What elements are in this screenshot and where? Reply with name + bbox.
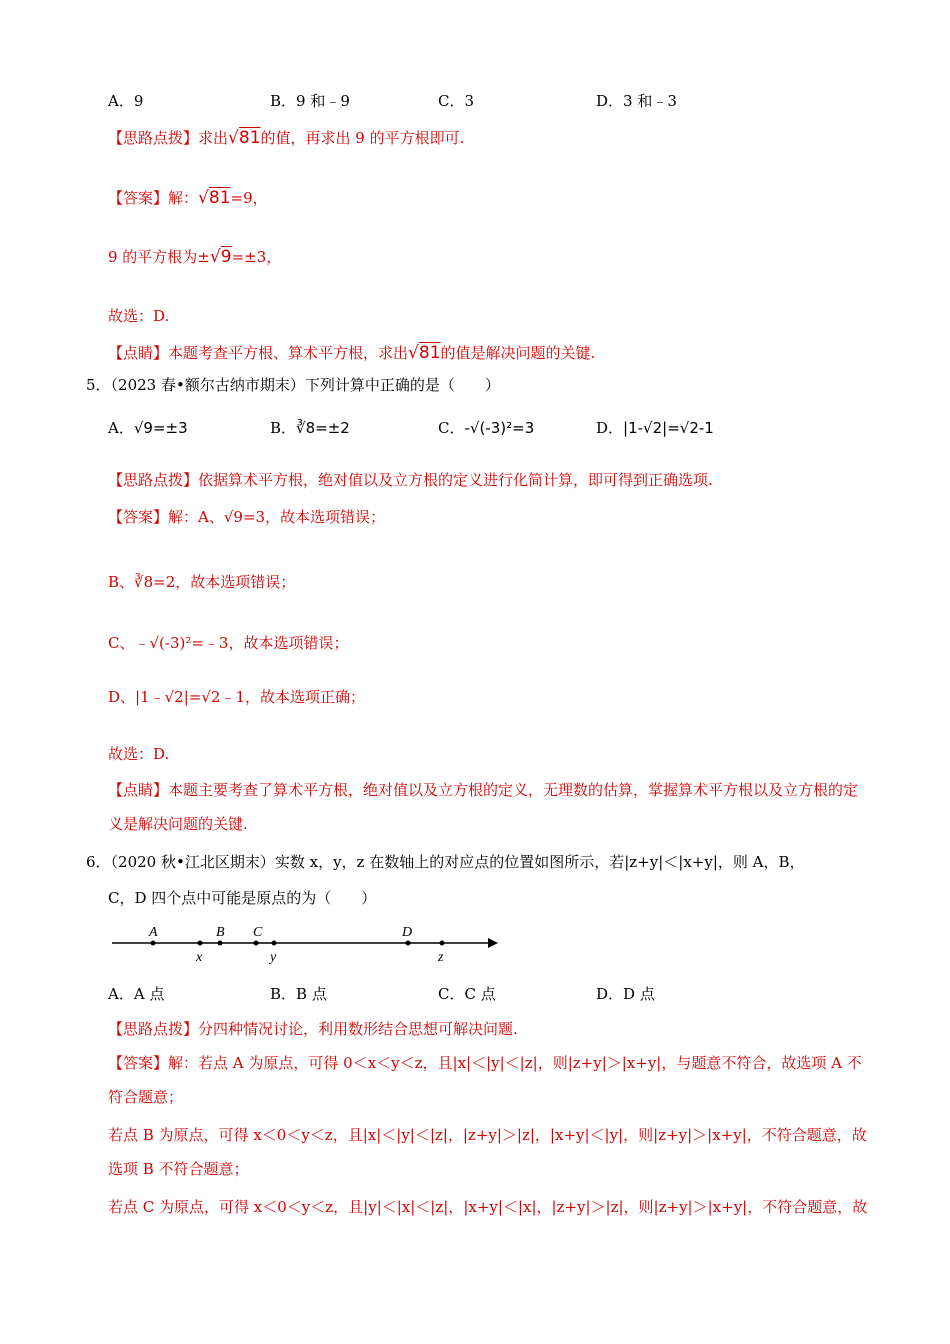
q6-option-c: C．C 点 bbox=[438, 985, 496, 1003]
point-tag: 【点睛】 bbox=[108, 781, 169, 799]
q6-option-b: B．B 点 bbox=[270, 985, 327, 1003]
q6-option-d: D．D 点 bbox=[596, 985, 655, 1003]
number-line bbox=[108, 918, 508, 968]
label-z: z bbox=[438, 950, 444, 965]
q5-answer-a: 【答案】解：A、√9=3，故本选项错误； bbox=[108, 508, 386, 526]
q5-answer-c: C、﹣√(-3)²=﹣3，故本选项错误； bbox=[108, 634, 349, 652]
hint-tag: 【思路点拨】 bbox=[108, 129, 199, 147]
label-a: A bbox=[149, 925, 158, 940]
point-tag: 【点睛】 bbox=[108, 344, 169, 362]
q4-point: 【点睛】本题考查平方根、算术平方根，求出√81的值是解决问题的关键. bbox=[108, 343, 596, 363]
label-x: x bbox=[196, 950, 203, 965]
q4-answer-line1: 【答案】解：√81=9， bbox=[108, 188, 268, 208]
answer-tag: 【答案】 bbox=[108, 189, 169, 207]
label-c: C bbox=[253, 925, 263, 940]
axis-arrow-icon bbox=[488, 938, 498, 948]
q5-option-b: B．∛8=±2 bbox=[270, 419, 350, 437]
q4-choice: 故选：D. bbox=[108, 307, 170, 325]
q5-options bbox=[108, 417, 868, 439]
q5-hint: 【思路点拨】依据算术平方根，绝对值以及立方根的定义进行化简计算，即可得到正确选项. bbox=[108, 471, 713, 489]
q5-stem: 5．（2023 春•额尔古纳市期末）下列计算中正确的是（ ） bbox=[86, 376, 500, 394]
q6-stem-line1: 6．（2020 秋•江北区期末）实数 x，y，z 在数轴上的对应点的位置如图所示，若|z+y|＜|x+y|，则 A，B， bbox=[86, 853, 805, 871]
point-d-dot bbox=[406, 941, 411, 946]
q5-option-a: A．√9=±3 bbox=[108, 419, 188, 437]
q6-stem-line2: C，D 四个点中可能是原点的为（ ） bbox=[108, 889, 377, 907]
point-c-dot bbox=[254, 941, 259, 946]
label-b: B bbox=[216, 925, 225, 940]
point-x-dot bbox=[198, 941, 203, 946]
point-z-dot bbox=[440, 941, 445, 946]
answer-tag: 【答案】 bbox=[108, 1054, 169, 1072]
q6-options bbox=[108, 983, 868, 1005]
q6-option-a: A．A 点 bbox=[108, 985, 165, 1003]
point-b-dot bbox=[218, 941, 223, 946]
q4-option-b: B．9 和﹣9 bbox=[270, 92, 350, 110]
hint-tag: 【思路点拨】 bbox=[108, 471, 199, 489]
q5-choice: 故选：D. bbox=[108, 745, 170, 763]
q6-answer-p2: 若点 B 为原点，可得 x＜0＜y＜z，且|x|＜|y|＜|z|，|z+y|＞|z|，|x+y|＜|y|，则|z+y|＞|x+y|，不符合题意，故选项 B 不符合题意； bbox=[108, 1126, 867, 1178]
answer-tag: 【答案】 bbox=[108, 508, 169, 526]
hint-tag: 【思路点拨】 bbox=[108, 1020, 199, 1038]
q4-option-a: A．9 bbox=[108, 92, 144, 110]
q6-answer-p1: 【答案】解：若点 A 为原点，可得 0＜x＜y＜z，且|x|＜|y|＜|z|，则|z+y|＞|x+y|，与题意不符合，故选项 A 不符合题意； bbox=[108, 1054, 862, 1106]
label-y: y bbox=[270, 950, 277, 965]
q5-answer-b: B、∛8=2，故本选项错误； bbox=[108, 573, 296, 591]
q4-option-d: D．3 和﹣3 bbox=[596, 92, 677, 110]
q4-option-c: C．3 bbox=[438, 92, 475, 110]
q6-answer-p3: 若点 C 为原点，可得 x＜0＜y＜z，且|y|＜|x|＜|z|，|x+y|＜|x|，|z+y|＞|z|，则|z+y|＞|x+y|，不符合题意，故 bbox=[108, 1198, 868, 1216]
q5-answer-d: D、|1﹣√2|=√2﹣1，故本选项正确； bbox=[108, 688, 365, 706]
q4-answer-line2: 9 的平方根为±√9=±3， bbox=[108, 247, 282, 267]
q6-hint: 【思路点拨】分四种情况讨论，利用数形结合思想可解决问题. bbox=[108, 1020, 518, 1038]
point-a-dot bbox=[151, 941, 156, 946]
q5-option-d: D．|1-√2|=√2-1 bbox=[596, 419, 714, 437]
point-y-dot bbox=[272, 941, 277, 946]
q5-point: 【点睛】本题主要考查了算术平方根，绝对值以及立方根的定义，无理数的估算，掌握算术平方根以及立方根的定义是解决问题的关键. bbox=[108, 781, 859, 833]
q4-options bbox=[108, 90, 868, 112]
q5-option-c: C．-√(-3)²=3 bbox=[438, 419, 535, 437]
q4-hint: 【思路点拨】求出√81的值，再求出 9 的平方根即可. bbox=[108, 128, 465, 148]
label-d: D bbox=[402, 925, 413, 940]
